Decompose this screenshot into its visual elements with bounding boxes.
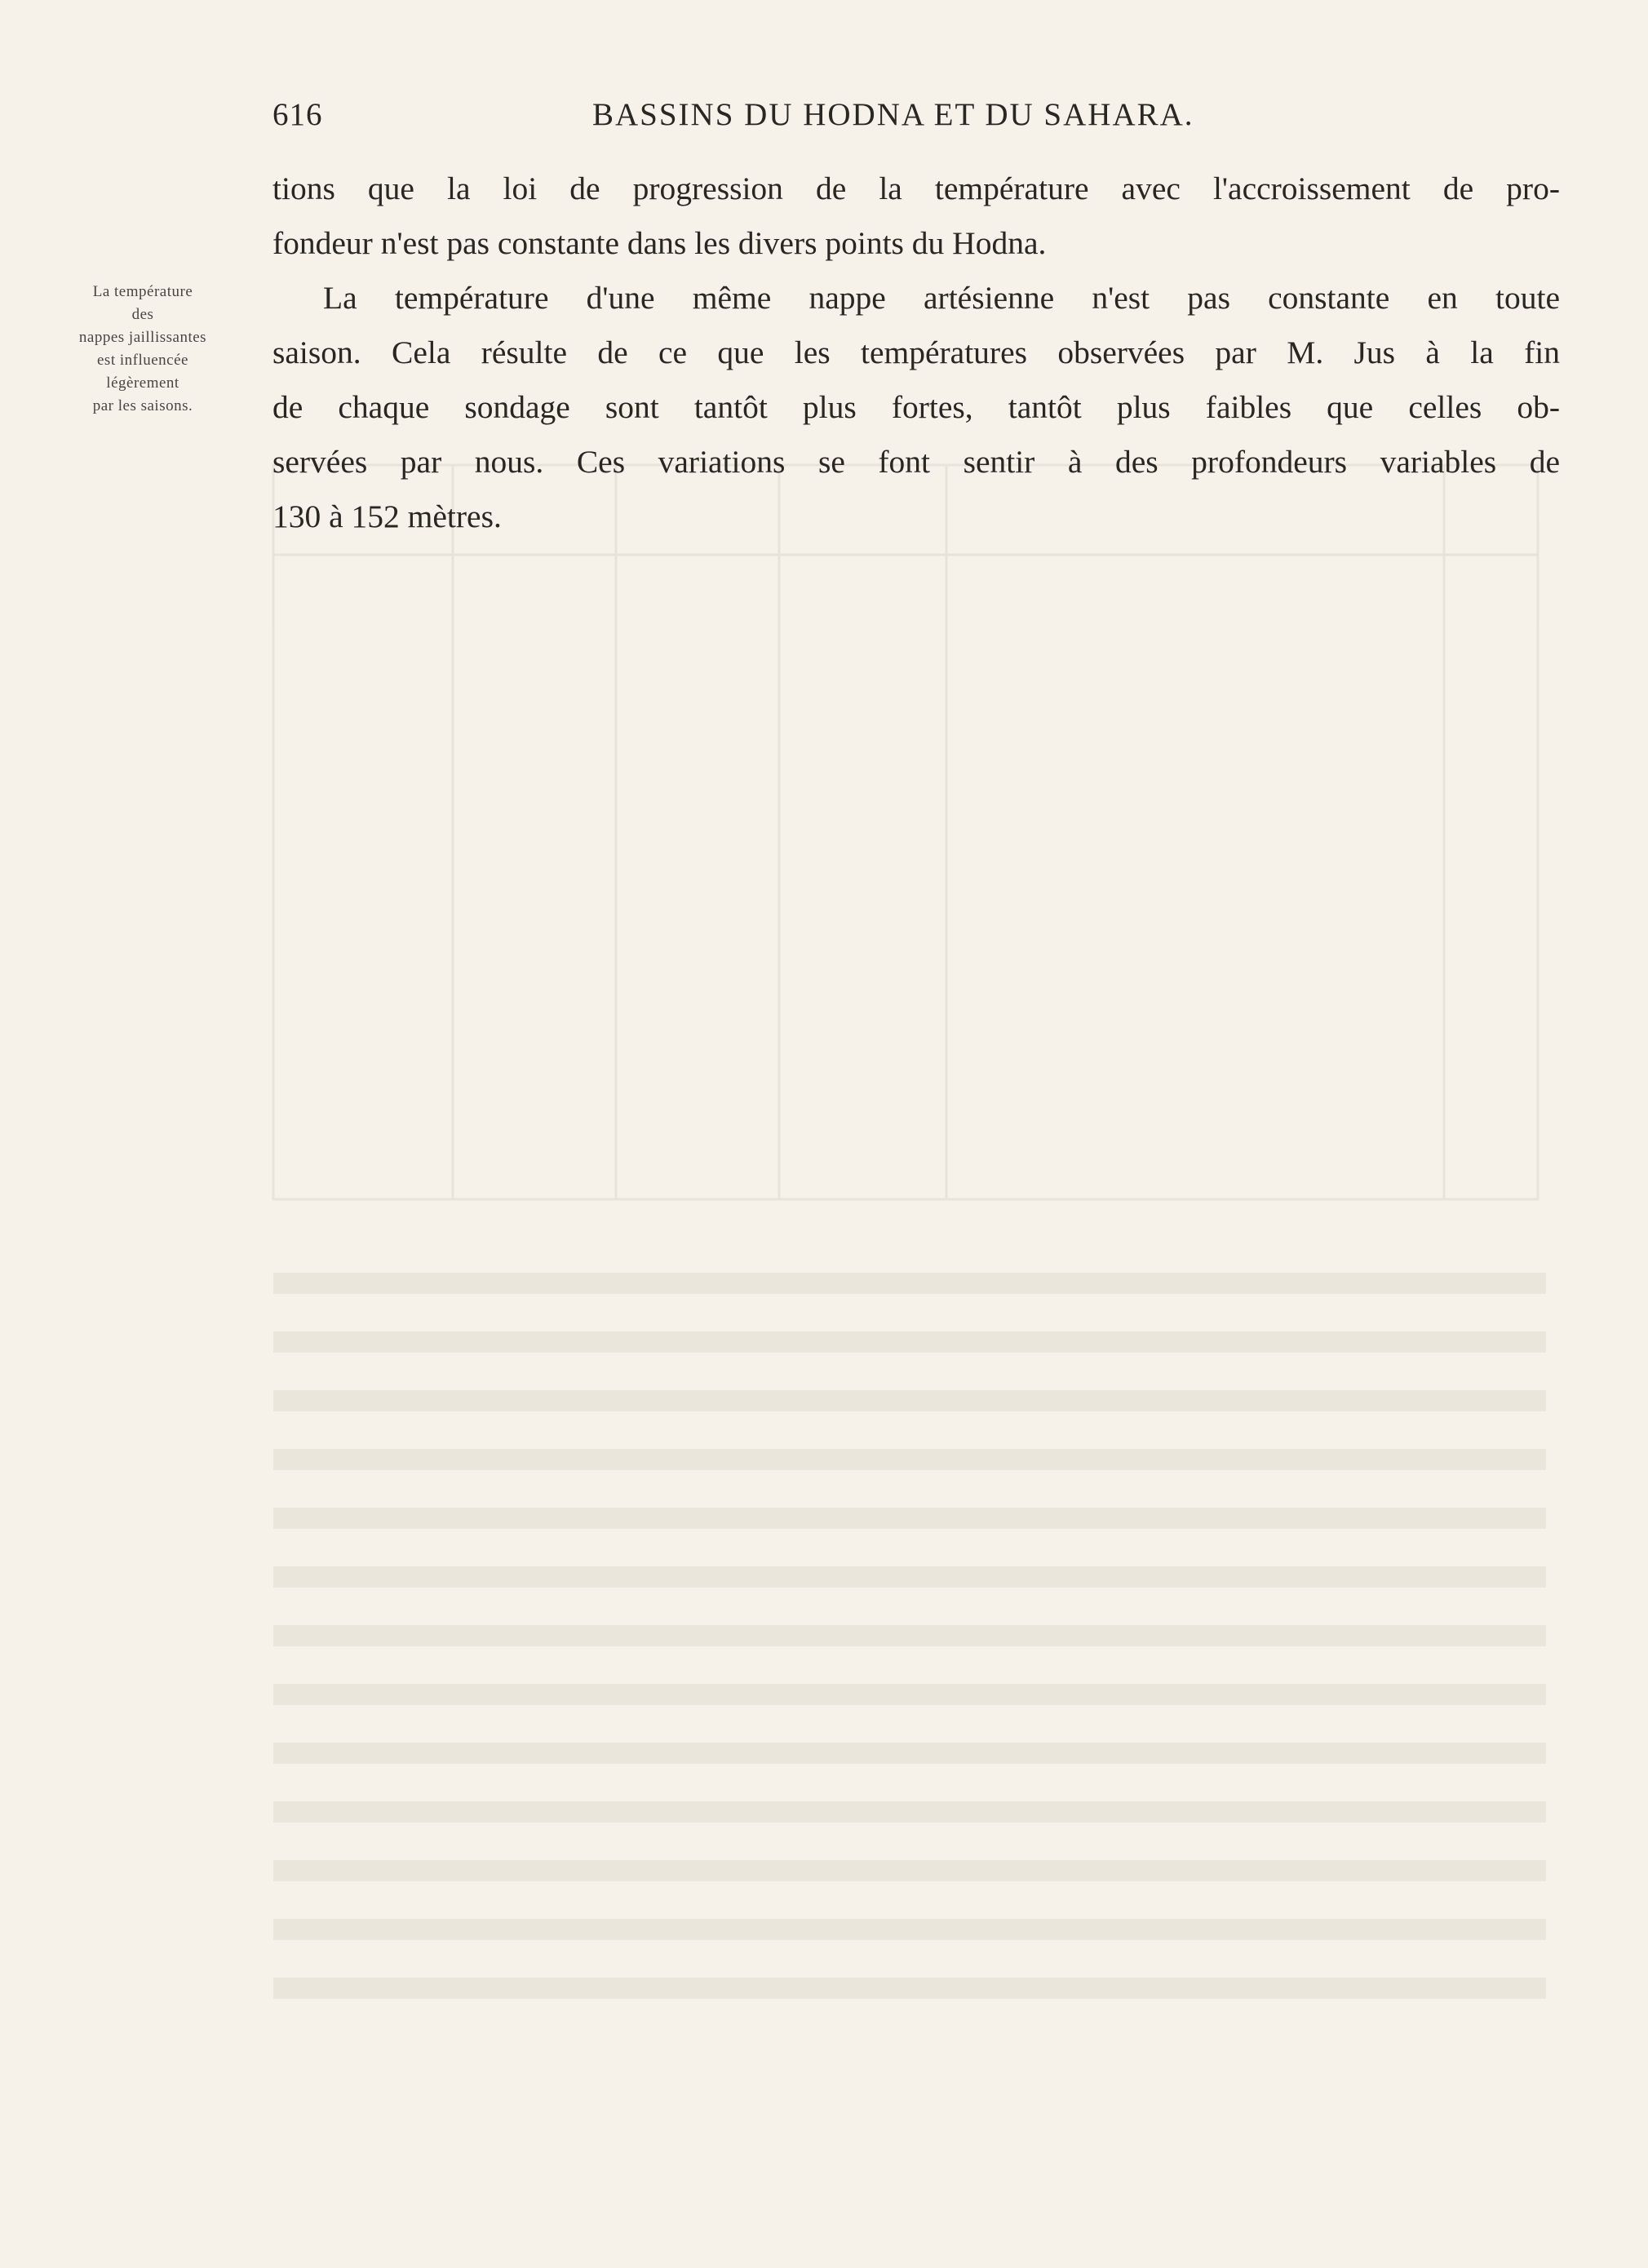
margin-note: [57, 281, 228, 418]
paragraph-start-line: La température d'une même nappe artésienne n'est pas constante en toute: [323, 280, 1560, 316]
margin-note-line: est influencée: [97, 352, 188, 369]
body-line: 130 à 152 mètres.: [272, 498, 502, 534]
page-header: [272, 96, 1562, 145]
body-line: de chaque sondage sont tantôt plus fortes, tantôt plus faibles que celles ob-: [272, 389, 1560, 425]
margin-note-line: des: [131, 306, 154, 323]
page-number: 616: [272, 97, 323, 132]
margin-note-line: La température: [92, 283, 193, 300]
body-line: servées par nous. Ces variations se font sentir à des profondeurs variables de: [272, 444, 1560, 480]
running-title: BASSINS DU HODNA ET DU SAHARA.: [592, 97, 1194, 132]
body-line: fondeur n'est pas constante dans les divers points du Hodna.: [272, 225, 1047, 261]
margin-note-line: nappes jaillissantes: [78, 329, 207, 346]
body-line: saison. Cela résulte de ce que les températures observées par M. Jus à la fin: [272, 334, 1560, 370]
margin-note-line: légèrement: [106, 374, 179, 392]
margin-note-line: par les saisons.: [92, 397, 193, 414]
body-text: [272, 162, 1560, 544]
body-line: tions que la loi de progression de la température avec l'accroissement de pro-: [272, 171, 1560, 206]
